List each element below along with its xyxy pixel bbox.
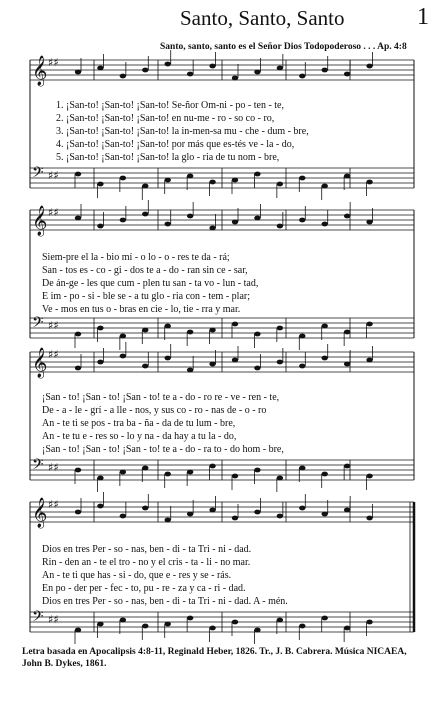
lyric-s2-v4: E im - po - si - ble se - a tu glo - ria con - tem - plar;: [42, 291, 250, 302]
notehead: [97, 476, 103, 481]
lyric-s4-v5: Dios en tres Per - so - nas, ben - di - ta Tri - ni - dad. A - mén.: [42, 596, 288, 607]
notehead: [97, 182, 103, 187]
notehead: [322, 222, 328, 227]
notehead: [299, 466, 305, 471]
notehead: [254, 628, 260, 633]
notehead: [97, 326, 103, 331]
notehead: [187, 174, 193, 179]
treble-clef-icon: 𝄞: [32, 498, 48, 528]
hymn-title: Santo, Santo, Santo: [180, 6, 345, 30]
notehead: [322, 356, 328, 361]
key-signature-icon: ♯♯: [48, 169, 59, 182]
notehead: [165, 178, 171, 183]
notehead: [277, 224, 283, 229]
notehead: [209, 464, 215, 469]
lyric-s3-v2: De - a - le - grí - a lle - nos, y sus co - ro - nas de - o - ro: [42, 405, 267, 416]
notehead: [254, 366, 260, 371]
notehead: [232, 516, 238, 521]
notehead: [75, 172, 81, 177]
notehead: [120, 354, 126, 359]
treble-clef-icon: 𝄞: [32, 348, 48, 378]
notehead: [187, 616, 193, 621]
notehead: [254, 510, 260, 515]
notehead: [232, 474, 238, 479]
notehead: [232, 620, 238, 625]
notehead: [232, 220, 238, 225]
notehead: [75, 70, 81, 75]
notehead: [254, 70, 260, 75]
notehead: [366, 220, 372, 225]
lyric-s4-v1: Dios en tres Per - so - nas, ben - di - ta Tri - ni - dad.: [42, 544, 252, 555]
treble-clef-icon: 𝄞: [32, 206, 48, 236]
notehead: [75, 510, 81, 515]
notehead: [277, 360, 283, 365]
notehead: [97, 224, 103, 229]
notehead: [165, 222, 171, 227]
notehead: [232, 178, 238, 183]
notehead: [97, 622, 103, 627]
notehead: [97, 504, 103, 509]
credits-line-2: John B. Dykes, 1861.: [22, 659, 107, 669]
notehead: [142, 328, 148, 333]
notehead: [187, 330, 193, 335]
lyric-s3-v1: ¡San - to! ¡San - to! ¡San - to! te a - do - ro re - ve - ren - te,: [42, 392, 280, 403]
notehead: [120, 514, 126, 519]
notehead: [299, 218, 305, 223]
key-signature-icon: ♯♯: [48, 206, 59, 219]
notehead: [142, 624, 148, 629]
key-signature-icon: ♯♯: [48, 613, 59, 626]
notehead: [165, 62, 171, 67]
notehead: [165, 472, 171, 477]
notehead: [322, 324, 328, 329]
notehead: [209, 226, 215, 231]
notehead: [299, 624, 305, 629]
notehead: [142, 212, 148, 217]
notehead: [277, 514, 283, 519]
lyric-s4-v2: Rin - den an - te el tro - no y el cris - ta - li - no mar.: [42, 557, 251, 568]
notehead: [344, 508, 350, 513]
bass-clef-icon: 𝄢: [32, 608, 44, 629]
notehead: [232, 358, 238, 363]
key-signature-icon: ♯♯: [48, 319, 59, 332]
notehead: [344, 72, 350, 77]
lyric-s3-v5: ¡San - to! ¡San - to! ¡San - to! te a - do - ra to - do hom - bre,: [42, 444, 284, 455]
credits-line-1: Letra basada en Apocalipsis 4:8-11, Reginald Heber, 1826. Tr., J. B. Cabrera. Música NICAEA,: [22, 647, 407, 657]
credits-footer: [22, 646, 442, 670]
notehead: [299, 334, 305, 339]
notehead: [277, 66, 283, 71]
notehead: [142, 506, 148, 511]
notehead: [75, 216, 81, 221]
notehead: [299, 506, 305, 511]
notehead: [322, 184, 328, 189]
notehead: [299, 176, 305, 181]
hymn-number: 1: [417, 4, 429, 30]
notehead: [97, 66, 103, 71]
lyric-s3-v3: An - te ti se pos - tra ba - ña - da de tu lum - bre,: [42, 418, 236, 429]
notehead: [75, 366, 81, 371]
notehead: [366, 620, 372, 625]
bass-clef-icon: 𝄢: [32, 456, 44, 477]
lyric-s1-v5: 5. ¡San-to! ¡San-to! ¡San-to! la glo - ria de tu nom - bre,: [56, 152, 280, 163]
notehead: [209, 64, 215, 69]
notehead: [209, 180, 215, 185]
notehead: [120, 74, 126, 79]
notehead: [366, 474, 372, 479]
notehead: [142, 68, 148, 73]
notehead: [120, 176, 126, 181]
notehead: [322, 512, 328, 517]
notehead: [254, 468, 260, 473]
lyric-s1-v4: 4. ¡San-to! ¡San-to! ¡San-to! por más que es-tés ve - la - do,: [56, 139, 295, 150]
notehead: [277, 182, 283, 187]
notehead: [254, 172, 260, 177]
notehead: [299, 74, 305, 79]
notehead: [165, 356, 171, 361]
notehead: [187, 72, 193, 77]
notehead: [344, 626, 350, 631]
treble-clef-icon: 𝄞: [32, 56, 48, 86]
notehead: [209, 328, 215, 333]
notehead: [165, 518, 171, 523]
notehead: [75, 628, 81, 633]
notehead: [277, 476, 283, 481]
notehead: [344, 330, 350, 335]
notehead: [120, 470, 126, 475]
lyric-s2-v5: Ve - mos en tus o - bras en cie - lo, tie - rra y mar.: [42, 304, 241, 315]
notehead: [120, 218, 126, 223]
notehead: [97, 360, 103, 365]
lyric-s3-v4: An - te tu e - res so - lo y na - da hay a tu la - do,: [42, 431, 237, 442]
notehead: [187, 470, 193, 475]
notehead: [187, 214, 193, 219]
notehead: [165, 324, 171, 329]
lyric-s1-v1: 1. ¡San-to! ¡San-to! ¡San-to! Se-ñor Om-ni - po - ten - te,: [56, 100, 284, 111]
notehead: [344, 464, 350, 469]
key-signature-icon: ♯♯: [48, 56, 59, 69]
notehead: [254, 332, 260, 337]
bass-clef-icon: 𝄢: [32, 164, 44, 185]
notehead: [142, 364, 148, 369]
key-signature-icon: ♯♯: [48, 348, 59, 361]
notehead: [344, 362, 350, 367]
notehead: [254, 216, 260, 221]
notehead: [165, 622, 171, 627]
notehead: [344, 214, 350, 219]
notehead: [366, 64, 372, 69]
lyric-s4-v4: En po - der per - fec - to, pu - re - za y ca - ri - dad.: [42, 583, 246, 594]
notehead: [120, 334, 126, 339]
notehead: [322, 68, 328, 73]
notehead: [232, 322, 238, 327]
lyric-s1-v3: 3. ¡San-to! ¡San-to! ¡San-to! la in-men-sa mu - che - dum - bre,: [56, 126, 309, 137]
notehead: [277, 326, 283, 331]
notehead: [344, 174, 350, 179]
lyric-s1-v2: 2. ¡San-to! ¡San-to! ¡San-to! en nu-me - ro - so co - ro,: [56, 113, 275, 124]
notehead: [120, 618, 126, 623]
lyric-s2-v3: De án-ge - les que cum - plen tu san - ta vo - lun - tad,: [42, 278, 259, 289]
notehead: [322, 616, 328, 621]
key-signature-icon: ♯♯: [48, 498, 59, 511]
notehead: [187, 512, 193, 517]
notehead: [142, 466, 148, 471]
lyric-s2-v1: Siem-pre el la - bio mí - o lo - o - res te da - rá;: [42, 252, 230, 263]
notehead: [209, 508, 215, 513]
notehead: [209, 626, 215, 631]
lyric-s4-v3: An - te ti que has - si - do, que e - res y se - rás.: [42, 570, 232, 581]
notehead: [75, 468, 81, 473]
notehead: [366, 358, 372, 363]
notehead: [75, 332, 81, 337]
notehead: [322, 472, 328, 477]
notehead: [277, 618, 283, 623]
notehead: [366, 180, 372, 185]
notehead: [366, 322, 372, 327]
scripture-reference: Santo, santo, santo es el Señor Dios Todopoderoso . . . Ap. 4:8: [160, 42, 407, 52]
notehead: [187, 368, 193, 373]
notehead: [142, 184, 148, 189]
bass-clef-icon: 𝄢: [32, 314, 44, 335]
notehead: [366, 516, 372, 521]
lyric-s2-v2: San - tos es - co - gi - dos te a - do - ran sin ce - sar,: [42, 265, 248, 276]
notehead: [299, 364, 305, 369]
notehead: [232, 76, 238, 81]
notehead: [209, 362, 215, 367]
key-signature-icon: ♯♯: [48, 461, 59, 474]
